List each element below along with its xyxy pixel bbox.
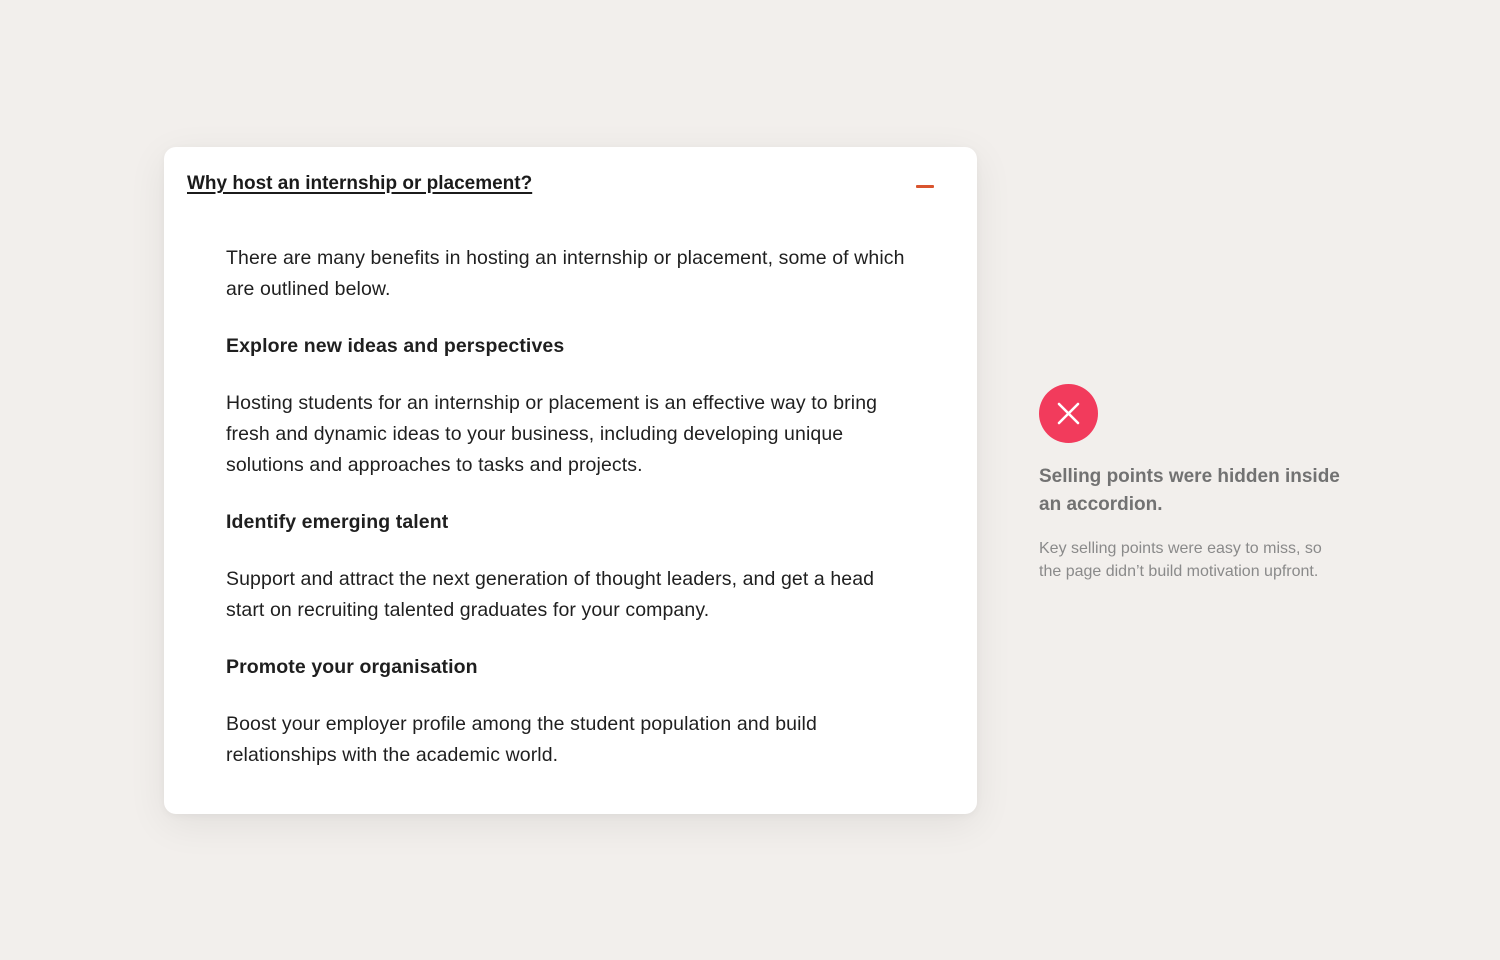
annotation-title: Selling points were hidden inside an accordion. xyxy=(1039,466,1340,515)
annotation-description: Key selling points were easy to miss, so the page didn’t build motivation upfront. xyxy=(1039,540,1322,580)
close-icon xyxy=(1057,402,1080,425)
intro-text: There are many benefits in hosting an internship or placement, some of which are outlined below. xyxy=(226,247,905,300)
minus-icon[interactable] xyxy=(916,185,934,188)
section-body: Boost your employer profile among the student population and build relationships with the academic world. xyxy=(226,713,817,766)
accordion-header[interactable] xyxy=(187,173,937,201)
accordion-content xyxy=(226,243,906,797)
section-body: Support and attract the next generation of thought leaders, and get a head start on recruiting talented graduates for your company. xyxy=(226,568,875,621)
section-heading: Explore new ideas and perspectives xyxy=(226,335,565,357)
accordion-card xyxy=(164,147,977,814)
error-badge xyxy=(1039,384,1098,443)
section-body: Hosting students for an internship or placement is an effective way to bring fresh and dynamic ideas to your business, including developing unique solutions and approaches to tasks and projects. xyxy=(226,392,878,476)
section-heading: Identify emerging talent xyxy=(226,511,449,533)
annotation-panel xyxy=(1039,384,1349,583)
accordion-title[interactable]: Why host an internship or placement? xyxy=(187,173,533,194)
section-heading: Promote your organisation xyxy=(226,656,478,678)
